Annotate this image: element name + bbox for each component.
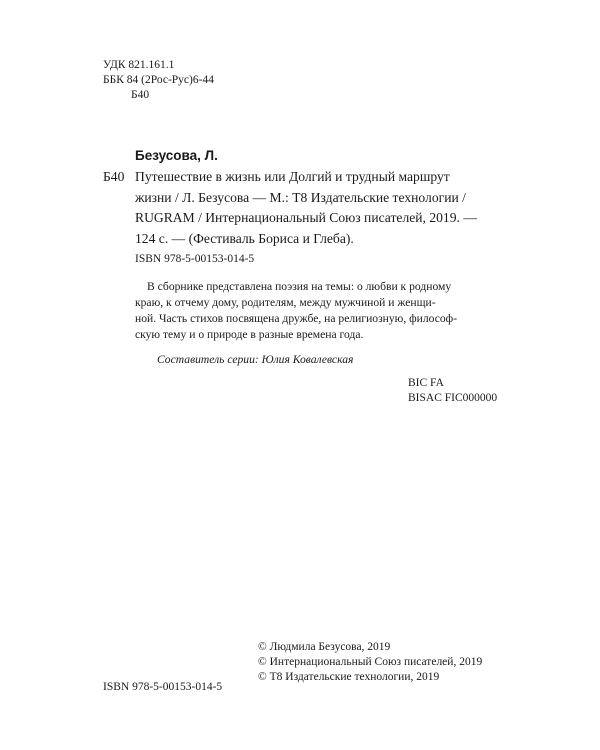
copyright-line: © Интернациональный Союз писателей, 2019 — [258, 656, 483, 668]
abstract-line: краю, к отчему дому, родителям, между мужчиной и женщи- — [135, 296, 436, 309]
abstract-line: В сборнике представлена поэзия на темы: о любви к родному — [147, 280, 452, 293]
author-mark-left: Б40 — [103, 169, 125, 184]
biblio-line: 124 с. — (Фестиваль Бориса и Глеба). — [135, 230, 354, 246]
biblio-line: RUGRAM / Интернациональный Союз писателей, 2019. — — [135, 210, 477, 225]
classification-block — [103, 58, 214, 103]
subject-codes — [408, 376, 497, 406]
series-compiler: Составитель серии: Юлия Ковалевская — [157, 353, 354, 366]
udk-code: УДК 821.161.1 — [103, 59, 175, 71]
bic-code: BIC FA — [408, 377, 444, 389]
copyright-line: © Т8 Издательские технологии, 2019 — [258, 671, 440, 683]
abstract-line: скую тему и о природе в разные времена года. — [135, 328, 364, 341]
author-mark-code: Б40 — [131, 89, 150, 101]
biblio-line: жизни / Л. Безусова — М.: Т8 Издательские технологии / — [135, 189, 466, 205]
isbn-number: ISBN 978-5-00153-014-5 — [135, 253, 255, 265]
copyright-line: © Людмила Безусова, 2019 — [258, 641, 391, 653]
abstract-line: ной. Часть стихов посвящена дружбе, на религиозную, философ- — [135, 312, 458, 325]
bisac-code: BISAC FIC000000 — [408, 392, 498, 404]
abstract — [135, 279, 500, 343]
copyright-block — [258, 640, 482, 685]
bbk-code: ББК 84 (2Рос-Рус)6-44 — [103, 74, 214, 86]
author-name: Безусова, Л. — [135, 148, 218, 163]
biblio-line: Путешествие в жизнь или Долгий и трудный маршрут — [135, 169, 450, 184]
bibliographic-description — [135, 167, 500, 249]
isbn-bottom: ISBN 978-5-00153-014-5 — [103, 681, 223, 693]
